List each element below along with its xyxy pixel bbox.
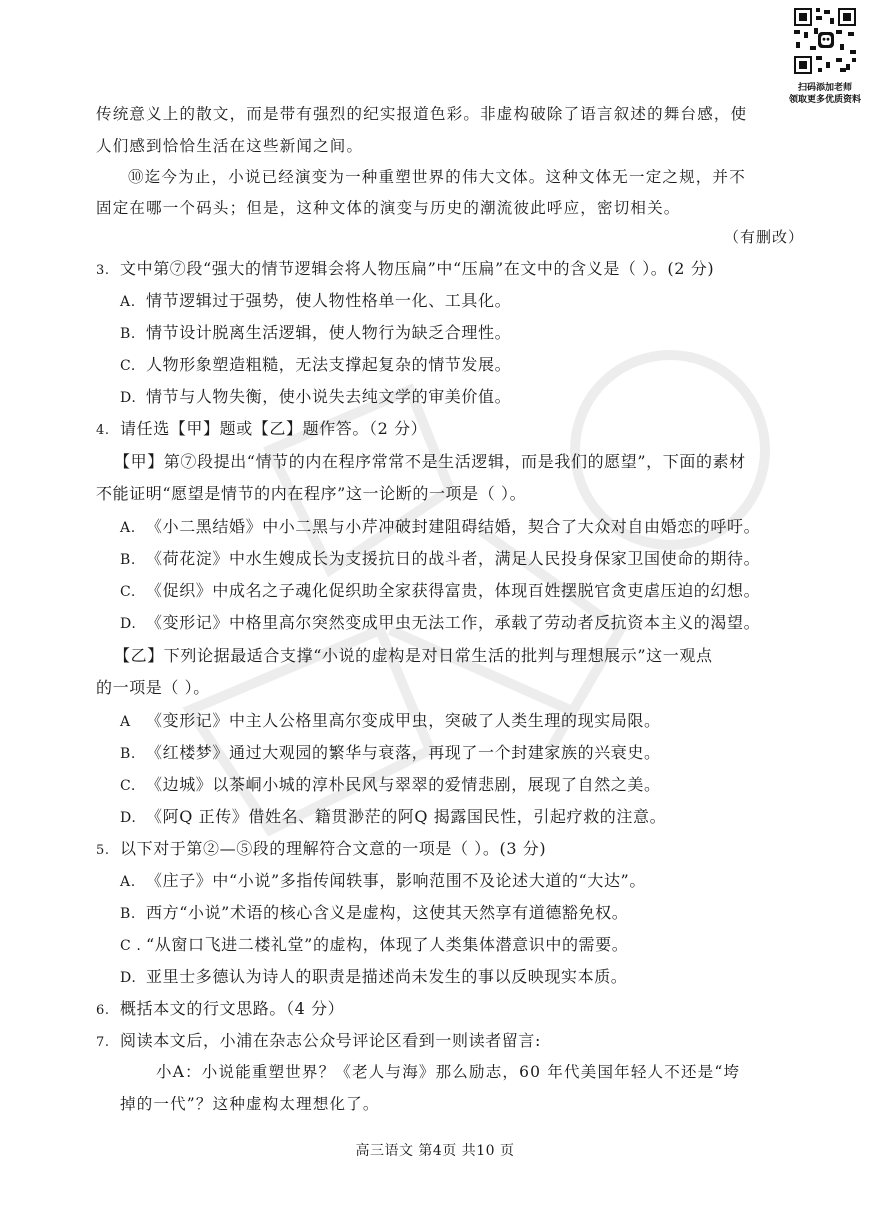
page-footer: 高三语文 第4页 共10 页 [355, 1143, 515, 1159]
option-text: 《变形记》中主人公格里高尔变成甲虫，突破了人类生理的现实局限。 [146, 711, 661, 730]
option-letter: A [120, 714, 131, 730]
q4-jia-prompt-cont: 不能证明“愿望是情节的内在程序”这一论断的一项是（ ）。 [96, 484, 527, 503]
option-text: 《变形记》中格里高尔突然变成甲虫无法工作，承载了劳动者反抗资本主义的渴望。 [146, 613, 761, 632]
option-letter: A. [120, 294, 136, 310]
q4-yi-prompt-cont: 的一项是（ ）。 [96, 678, 210, 697]
source-note: （有删改） [724, 228, 805, 246]
q4-yi-option-c[interactable] [120, 772, 661, 795]
qr-caption-line2: 领取更多优质资料 [788, 95, 861, 105]
q4-yi-option-a[interactable] [120, 708, 661, 731]
q5-option-a[interactable] [120, 868, 646, 891]
option-letter: B. [120, 552, 136, 568]
q4-jia-option-d[interactable] [120, 610, 760, 633]
option-text: 情节逻辑过于强势，使人物性格单一化、工具化。 [146, 291, 512, 310]
option-text: 《荷花淀》中水生嫂成长为支援抗日的战斗者，满足人民投身保家卫国使命的期待。 [146, 549, 761, 568]
option-text: 亚里士多德认为诗人的职责是描述尚未发生的事以反映现实本质。 [146, 967, 628, 986]
question-5 [96, 836, 546, 859]
question-3 [96, 256, 714, 279]
option-letter: A. [120, 520, 136, 536]
option-letter: C. [120, 778, 136, 794]
qr-code-icon[interactable] [792, 6, 858, 76]
option-text: 《小二黑结婚》中小二黑与小芹冲破封建阻碍结婚，契合了大众对自由婚恋的呼吁。 [146, 517, 761, 536]
question-number: 6. [96, 1003, 110, 1018]
question-4 [96, 416, 427, 439]
q4-jia-option-a[interactable] [120, 514, 760, 537]
option-letter: D. [120, 616, 137, 632]
question-number: 7. [96, 1035, 110, 1050]
question-number: 5. [96, 843, 110, 858]
option-letter: C . [120, 938, 142, 954]
option-letter: B. [120, 326, 136, 342]
q3-option-b[interactable] [120, 320, 511, 343]
q4-yi-option-b[interactable] [120, 740, 661, 763]
qr-caption [780, 82, 870, 106]
option-letter: D. [120, 970, 137, 986]
option-letter: D. [120, 390, 137, 406]
q4-jia-option-c[interactable] [120, 578, 760, 601]
q5-option-c[interactable] [120, 932, 628, 955]
q4-jia-option-b[interactable] [120, 546, 760, 569]
q5-option-d[interactable] [120, 964, 627, 987]
option-text: 情节与人物失衡，使小说失去纯文学的审美价值。 [146, 387, 512, 406]
option-text: 《红楼梦》通过大观园的繁华与衰落，再现了一个封建家族的兴衰史。 [146, 743, 661, 762]
option-text: “从窗口飞进二楼礼堂”的虚构，体现了人类集体潜意识中的需要。 [146, 935, 629, 954]
q4-yi-prompt: 【乙】下列论据最适合支撑“小说的虚构是对日常生活的批判与理想展示”这一观点 [114, 646, 713, 665]
question-stem: 请任选【甲】题或【乙】题作答。（2 分） [120, 419, 428, 438]
option-text: 人物形象塑造粗糙，无法支撑起复杂的情节发展。 [146, 355, 512, 374]
q3-option-a[interactable] [120, 288, 511, 311]
passage-line: ⑩迄今为止，小说已经演变为一种重塑世界的伟大文体。这种文体无一定之规，并不 [128, 168, 746, 186]
passage-line: 固定在哪一个码头；但是，这种文体的演变与历史的潮流彼此呼应，密切相关。 [96, 199, 681, 217]
passage-line: 传统意义上的散文，而是带有强烈的纪实报道色彩。非虚构破除了语言叙述的舞台感，使 [96, 105, 748, 123]
option-text: 《庄子》中“小说”多指传闻轶事，影响范围不及论述大道的“大达”。 [146, 871, 646, 890]
question-stem: 以下对于第②—⑤段的理解符合文意的一项是（ ）。(3 分) [120, 839, 547, 858]
option-letter: B. [120, 746, 136, 762]
option-text: 《边城》以茶峒小城的淳朴民风与翠翠的爱情悲剧，展现了自然之美。 [146, 775, 661, 794]
option-letter: B. [120, 906, 136, 922]
q4-yi-option-d[interactable] [120, 804, 666, 827]
question-stem: 概括本文的行文思路。（4 分） [120, 999, 345, 1018]
q3-option-d[interactable] [120, 384, 511, 407]
passage-line: 人们感到恰恰生活在这些新闻之间。 [96, 137, 364, 155]
option-letter: D. [120, 810, 137, 826]
q4-jia-prompt: 【甲】第⑦段提出“情节的内在程序常常不是生活逻辑，而是我们的愿望”，下面的素材 [114, 452, 746, 471]
option-letter: A. [120, 874, 136, 890]
question-number: 4. [96, 423, 110, 438]
question-stem: 文中第⑦段“强大的情节逻辑会将人物压扁”中“压扁”在文中的含义是（ ）。(2 分) [120, 259, 715, 278]
option-text: 《阿Q 正传》借姓名、籍贯渺茫的阿Q 揭露国民性，引起疗救的注意。 [146, 807, 667, 826]
option-text: 《促织》中成名之子魂化促织助全家获得富贵，体现百姓摆脱官贪吏虐压迫的幻想。 [146, 581, 761, 600]
option-text: 情节设计脱离生活逻辑，使人物行为缺乏合理性。 [146, 323, 512, 342]
question-6 [96, 996, 344, 1019]
question-stem: 阅读本文后，小浦在杂志公众号评论区看到一则读者留言: [120, 1031, 541, 1050]
q5-option-b[interactable] [120, 900, 628, 923]
option-letter: C. [120, 358, 136, 374]
reader-comment: 小A：小说能重塑世界？《老人与海》那么励志，60 年代美国年轻人不还是“垮 [156, 1063, 741, 1081]
option-letter: C. [120, 584, 136, 600]
question-7 [96, 1028, 541, 1051]
q3-option-c[interactable] [120, 352, 511, 375]
reader-comment-cont: 掉的一代”？这种虚构太理想化了。 [120, 1095, 380, 1113]
question-number: 3. [96, 263, 110, 278]
option-text: 西方“小说”术语的核心含义是虚构，这使其天然享有道德豁免权。 [146, 903, 629, 922]
qr-caption-line1: 扫码添加老师 [797, 83, 852, 93]
